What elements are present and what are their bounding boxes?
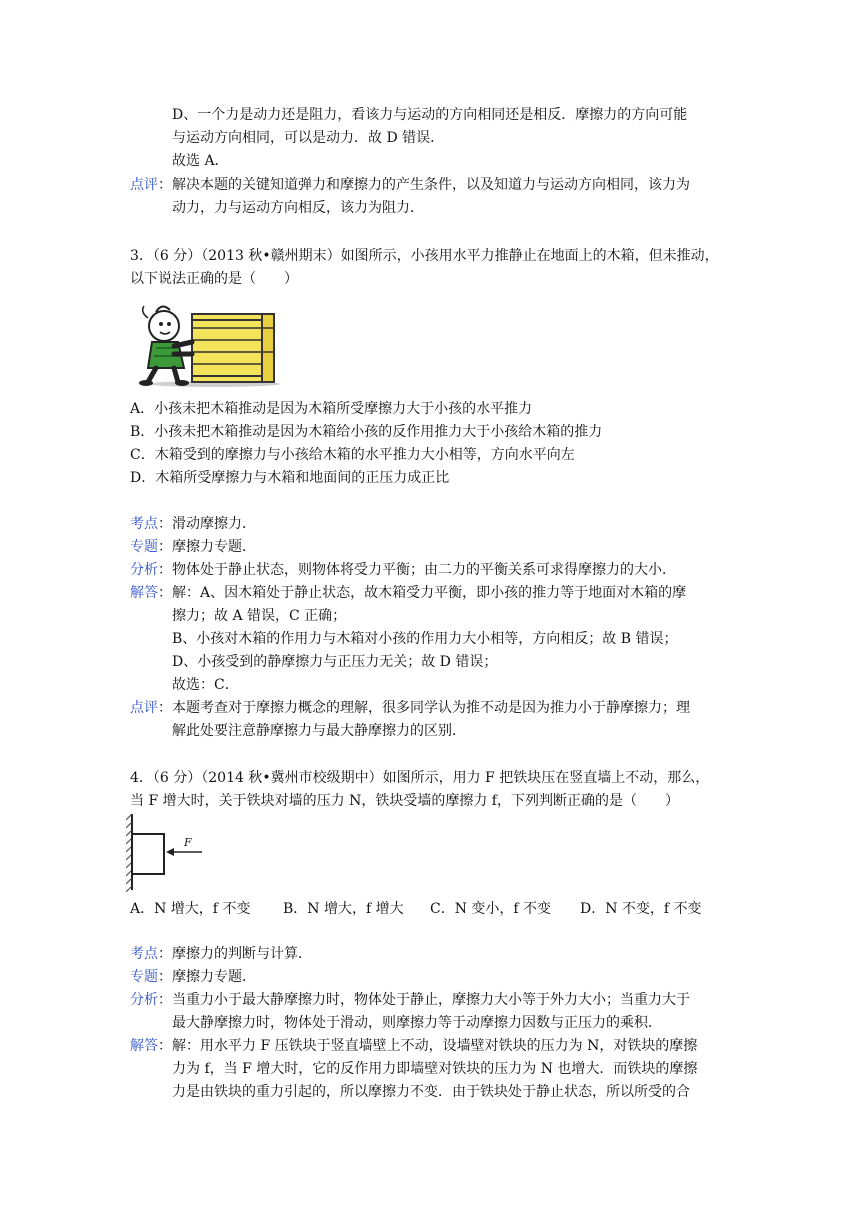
kaodian-text: ：摩擦力的判断与计算． xyxy=(158,946,312,962)
kaodian-label: 考点 xyxy=(130,516,158,532)
q4-option-d: D．N 不变，f 不变 xyxy=(580,901,702,917)
q4-zhuanti xyxy=(130,966,256,988)
q4-jieda xyxy=(130,1035,697,1057)
q3-figure-kid-pushing-crate xyxy=(134,298,282,388)
q3-option-c: C．木箱受到的摩擦力与小孩给木箱的水平推力大小相等，方向水平向左 xyxy=(130,447,575,463)
prev-comment-line2: 动力，力与运动方向相反，该力为阻力． xyxy=(172,200,424,216)
prev-option-d-line1: D、一个力是动力还是阻力，看该力与运动的方向相同还是相反．摩擦力的方向可能 xyxy=(172,107,688,123)
fenxi-text: ：当重力小于最大静摩擦力时，物体处于静止，摩擦力大小等于外力大小；当重力大于 xyxy=(158,992,690,1008)
q4-stem-line2: 当 F 增大时，关于铁块对墙的压力 N，铁块受墙的摩擦力 f，下列判断正确的是（ ） xyxy=(130,793,679,809)
q4-option-b: B．N 增大，f 增大 xyxy=(283,901,404,917)
q4-option-a: A．N 增大，f 不变 xyxy=(130,901,251,917)
prev-option-d-line2: 与运动方向相同，可以是动力．故 D 错误． xyxy=(172,130,445,146)
q3-option-d: D．木箱所受摩擦力与木箱和地面间的正压力成正比 xyxy=(130,470,450,486)
comment-label: 点评 xyxy=(130,177,158,193)
q3-stem-line2: 以下说法正确的是（ ） xyxy=(130,271,298,287)
q3-fenxi xyxy=(130,559,676,581)
q4-fenxi xyxy=(130,989,690,1011)
kaodian-text: ：滑动摩擦力． xyxy=(158,516,256,532)
q4-option-c: C．N 变小，f 不变 xyxy=(430,901,552,917)
prev-comment xyxy=(130,174,690,196)
q4-jieda-line3: 力是由铁块的重力引起的，所以摩擦力不变．由于铁块处于静止状态，所以所受的合 xyxy=(172,1084,690,1100)
q4-jieda-line2: 力为 f，当 F 增大时，它的反作用力即墙壁对铁块的压力为 N 也增大．而铁块的摩擦 xyxy=(172,1061,698,1077)
q3-option-b: B．小孩未把木箱推动是因为木箱给小孩的反作用推力大于小孩给木箱的推力 xyxy=(130,424,603,440)
comment-text: ：解决本题的关键知道弹力和摩擦力的产生条件，以及知道力与运动方向相同，该力为 xyxy=(158,177,690,193)
zhuanti-label: 专题 xyxy=(130,539,158,555)
jieda-label: 解答 xyxy=(130,585,158,601)
q3-option-a: A．小孩未把木箱推动是因为木箱所受摩擦力大于小孩的水平推力 xyxy=(130,401,533,417)
q3-kaodian xyxy=(130,513,256,535)
q4-figure-block-on-wall xyxy=(126,812,208,892)
q3-dianping-line2: 解此处要注意静摩擦力与最大静摩擦力的区别． xyxy=(172,723,466,739)
force-label-f: F xyxy=(184,836,192,849)
q3-jieda-line5: 故选：C． xyxy=(172,677,239,693)
zhuanti-text: ：摩擦力专题． xyxy=(158,969,256,985)
dianping-text: ：本题考查对于摩擦力概念的理解，很多同学认为推不动是因为推力小于静摩擦力；理 xyxy=(158,700,690,716)
zhuanti-label: 专题 xyxy=(130,969,158,985)
q4-fenxi-line2: 最大静摩擦力时，物体处于滑动，则摩擦力等于动摩擦力因数与正压力的乘积． xyxy=(172,1015,662,1031)
q3-zhuanti xyxy=(130,536,256,558)
q3-dianping xyxy=(130,697,690,719)
q4-stem-line1: 4．（6 分）（2014 秋•冀州市校级期中）如图所示，用力 F 把铁块压在竖直墙上不动，那么， xyxy=(130,770,710,786)
fenxi-text: ：物体处于静止状态，则物体将受力平衡；由二力的平衡关系可求得摩擦力的大小． xyxy=(158,562,676,578)
jieda-text: ：解：A、因木箱处于静止状态，故木箱受力平衡，即小孩的推力等于地面对木箱的摩 xyxy=(158,585,687,601)
q3-jieda xyxy=(130,582,686,604)
prev-choose: 故选 A． xyxy=(172,153,229,169)
jieda-text: ：解：用水平力 F 压铁块于竖直墙壁上不动，设墙壁对铁块的压力为 N，对铁块的摩擦 xyxy=(158,1038,698,1054)
q4-kaodian xyxy=(130,943,312,965)
q3-jieda-line3: B、小孩对木箱的作用力与木箱对小孩的作用力大小相等，方向相反；故 B 错误； xyxy=(172,631,678,647)
q3-stem-line1: 3．（6 分）（2013 秋•赣州期末）如图所示，小孩用水平力推静止在地面上的木箱，但未推动， xyxy=(130,248,719,264)
zhuanti-text: ：摩擦力专题． xyxy=(158,539,256,555)
dianping-label: 点评 xyxy=(130,700,158,716)
kaodian-label: 考点 xyxy=(130,946,158,962)
fenxi-label: 分析 xyxy=(130,562,158,578)
q3-jieda-line2: 擦力；故 A 错误，C 正确； xyxy=(172,608,347,624)
q3-jieda-line4: D、小孩受到的静摩擦力与正压力无关；故 D 错误； xyxy=(172,654,498,670)
jieda-label: 解答 xyxy=(130,1038,158,1054)
fenxi-label: 分析 xyxy=(130,992,158,1008)
